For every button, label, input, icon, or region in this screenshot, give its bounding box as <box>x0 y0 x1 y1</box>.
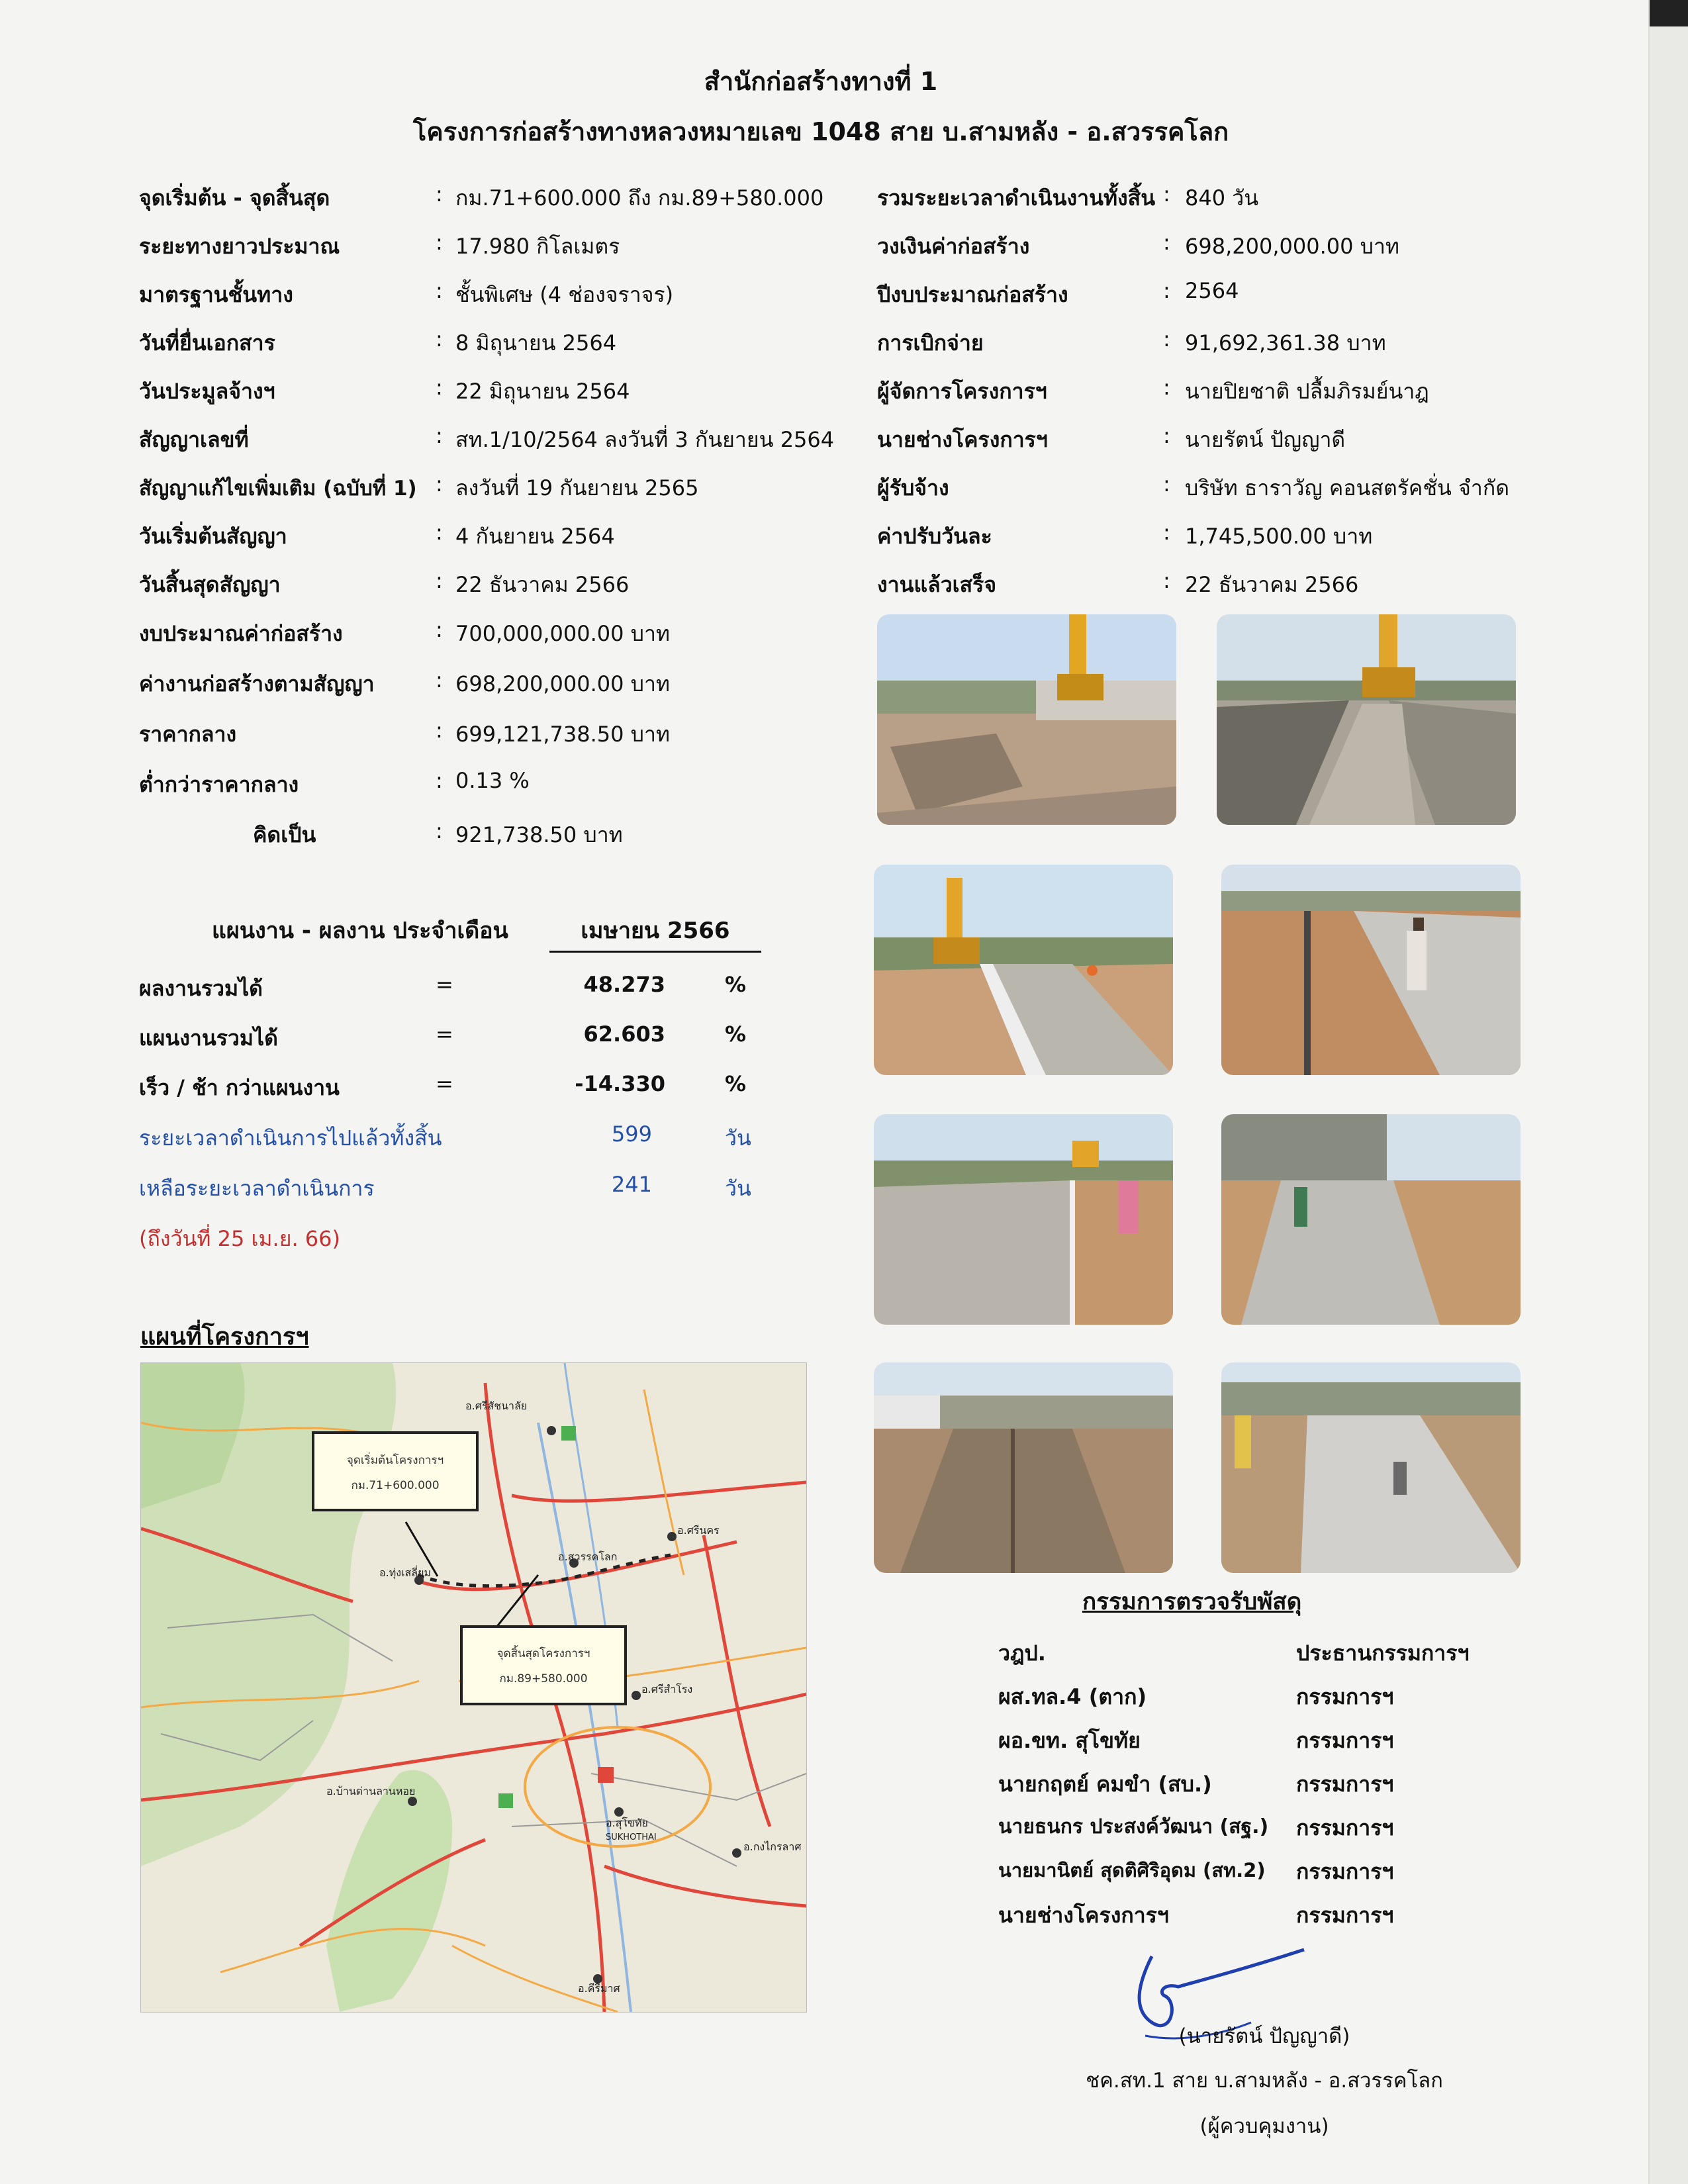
colon: : <box>1163 423 1170 448</box>
scan-corner <box>1650 0 1688 26</box>
construction-photo <box>877 614 1176 825</box>
place-label: อ.ทุ่งเสลี่ยม <box>379 1566 432 1579</box>
remaining-unit: วัน <box>725 1176 751 1201</box>
place-label: อ.ศรีนคร <box>677 1524 720 1537</box>
info-value: 4 กันยายน 2564 <box>455 524 615 549</box>
progress-label: ผลงานรวมได้ <box>139 976 263 1001</box>
info-value: 0.13 % <box>455 768 530 793</box>
info-label: วงเงินค่าก่อสร้าง <box>877 234 1030 259</box>
signer-position: ชค.สท.1 สาย บ.สามหลัง - อ.สวรรคโลก <box>1086 2069 1443 2093</box>
end-point-label: จุดสิ้นสุดโครงการฯ <box>496 1647 590 1660</box>
member-role: กรรมการฯ <box>1296 1855 1393 1889</box>
info-value: ลงวันที่ 19 กันยายน 2565 <box>455 475 699 500</box>
equals: = <box>436 972 453 997</box>
member-role: กรรมการฯ <box>1296 1684 1394 1709</box>
progress-value: -14.330 <box>575 1071 665 1096</box>
info-value: นายปิยชาติ ปลื้มภิรมย์นาฎ <box>1185 379 1429 404</box>
construction-photo <box>874 1362 1173 1573</box>
remaining-label: เหลือระยะเวลาดำเนินการ <box>139 1176 375 1201</box>
colon: : <box>1163 230 1170 255</box>
equals: = <box>436 1071 453 1096</box>
colon: : <box>436 278 443 303</box>
start-point-km: กม.71+600.000 <box>351 1479 440 1492</box>
colon: : <box>436 471 443 497</box>
progress-label: แผนงานรวมได้ <box>139 1025 278 1051</box>
info-label: ปีงบประมาณก่อสร้าง <box>877 282 1068 307</box>
info-value: 17.980 กิโลเมตร <box>455 234 620 259</box>
elapsed-value: 599 <box>611 1121 652 1147</box>
signer-role: (ผู้ควบคุมงาน) <box>1199 2114 1329 2138</box>
member-name: นายธนกร ประสงค์วัฒนา (สฐ.) <box>998 1815 1269 1838</box>
progress-label: เร็ว / ช้า กว่าแผนงาน <box>139 1075 340 1100</box>
info-value: 698,200,000.00 บาท <box>455 671 671 696</box>
start-point-label: จุดเริ่มต้นโครงการฯ <box>346 1454 444 1467</box>
info-value: นายรัตน์ ปัญญาดี <box>1185 427 1346 452</box>
place-label: อ.กงไกรลาศ <box>743 1840 802 1853</box>
start-point-box <box>313 1433 477 1510</box>
colon: : <box>1163 375 1170 400</box>
place-label: อ.คีรีมาศ <box>578 1982 620 1995</box>
progress-value: 48.273 <box>583 972 665 997</box>
info-value: 699,121,738.50 บาท <box>455 722 671 747</box>
info-label: วันที่ยื่นเอกสาร <box>139 330 275 356</box>
info-label: ราคากลาง <box>139 722 237 747</box>
info-value: กม.71+600.000 ถึง กม.89+580.000 <box>455 185 824 211</box>
construction-photo <box>1221 1362 1521 1573</box>
elapsed-label: ระยะเวลาดำเนินการไปแล้วทั้งสิ้น <box>139 1125 442 1151</box>
office-title: สำนักก่อสร้างทางที่ 1 <box>704 67 938 96</box>
progress-title: แผนงาน - ผลงาน ประจำเดือน <box>212 918 508 944</box>
info-label: จุดเริ่มต้น - จุดสิ้นสุด <box>139 185 330 211</box>
map-graphic <box>141 1363 806 2012</box>
place-label: อ.สุโขทัย <box>606 1817 648 1829</box>
member-name: ผส.ทล.4 (ตาก) <box>998 1684 1147 1709</box>
info-label: วันสิ้นสุดสัญญา <box>139 572 281 597</box>
member-name: นายมานิตย์ สุดติศิริอุดม (สท.2) <box>998 1859 1266 1881</box>
info-value: 700,000,000.00 บาท <box>455 621 671 646</box>
signer-name: (นายรัตน์ ปัญญาดี) <box>1178 2024 1350 2048</box>
info-label: สัญญาเลขที่ <box>139 427 249 452</box>
info-label: วันเริ่มต้นสัญญา <box>139 524 287 549</box>
progress-unit: % <box>725 1021 747 1047</box>
info-value: 22 ธันวาคม 2566 <box>455 572 630 597</box>
progress-month: เมษายน 2566 <box>549 912 761 953</box>
info-value: 2564 <box>1185 278 1239 303</box>
colon: : <box>436 568 443 593</box>
info-value: ชั้นพิเศษ (4 ช่องจราจร) <box>455 282 674 307</box>
info-label: สัญญาแก้ไขเพิ่มเติม (ฉบับที่ 1) <box>139 477 417 500</box>
colon: : <box>436 423 443 448</box>
construction-photo <box>874 1114 1173 1325</box>
construction-photo <box>1221 1114 1521 1325</box>
info-value: 698,200,000.00 บาท <box>1185 234 1400 259</box>
progress-value: 62.603 <box>583 1021 665 1047</box>
colon: : <box>1163 568 1170 593</box>
info-label: งานแล้วเสร็จ <box>877 572 997 597</box>
colon: : <box>436 326 443 352</box>
member-role: ประธานกรรมการฯ <box>1296 1640 1470 1666</box>
map-title: แผนที่โครงการฯ <box>140 1323 309 1351</box>
info-label: วันประมูลจ้างฯ <box>139 379 275 404</box>
elapsed-unit: วัน <box>725 1125 751 1151</box>
info-label: ผู้จัดการโครงการฯ <box>877 379 1047 404</box>
colon: : <box>436 520 443 545</box>
project-title: โครงการก่อสร้างทางหลวงหมายเลข 1048 สาย บ.สามหลัง - อ.สวรรคโลก <box>412 117 1229 146</box>
info-value: 8 มิถุนายน 2564 <box>455 330 617 356</box>
place-label: อ.ศรีสัชนาลัย <box>465 1400 528 1412</box>
info-label: งบประมาณค่าก่อสร้าง <box>139 621 343 646</box>
info-label: คิดเป็น <box>253 822 316 847</box>
colon: : <box>1163 471 1170 497</box>
member-role: กรรมการฯ <box>1296 1772 1394 1797</box>
place-label: อ.สวรรคโลก <box>558 1550 618 1563</box>
info-value: 22 มิถุนายน 2564 <box>455 379 630 404</box>
info-value: 840 วัน <box>1185 185 1259 211</box>
info-label: นายช่างโครงการฯ <box>877 427 1048 452</box>
member-name: นายช่างโครงการฯ <box>998 1903 1169 1928</box>
colon: : <box>436 768 443 793</box>
info-label: ค่างานก่อสร้างตามสัญญา <box>139 671 375 696</box>
info-label: รวมระยะเวลาดำเนินงานทั้งสิ้น <box>877 185 1156 211</box>
construction-photo <box>1221 865 1521 1075</box>
map-symbol <box>561 1426 576 1441</box>
info-label: มาตรฐานชั้นทาง <box>139 282 293 307</box>
info-value: 1,745,500.00 บาท <box>1185 524 1373 549</box>
member-role: กรรมการฯ <box>1296 1903 1394 1928</box>
construction-photo <box>874 865 1173 1075</box>
member-role: กรรมการฯ <box>1296 1728 1394 1753</box>
colon: : <box>1163 520 1170 545</box>
place-label: SUKHOTHAI <box>606 1832 657 1842</box>
colon: : <box>436 181 443 207</box>
remaining-value: 241 <box>611 1172 652 1197</box>
colon: : <box>1163 278 1170 303</box>
page-edge <box>1648 0 1688 2184</box>
place-label: อ.บ้านด่านลานหอย <box>326 1785 416 1797</box>
place-label: อ.ศรีสำโรง <box>641 1683 693 1695</box>
progress-unit: % <box>725 1071 747 1096</box>
equals: = <box>436 1021 453 1047</box>
map-symbol <box>598 1767 614 1783</box>
colon: : <box>1163 326 1170 352</box>
progress-unit: % <box>725 972 747 997</box>
info-value: 921,738.50 บาท <box>455 822 623 847</box>
info-label: ต่ำกว่าราคากลาง <box>139 772 299 797</box>
member-role: กรรมการฯ <box>1296 1815 1394 1840</box>
colon: : <box>436 818 443 843</box>
info-label: ผู้รับจ้าง <box>877 475 949 500</box>
info-label: ค่าปรับวันละ <box>877 524 992 549</box>
colon: : <box>436 718 443 743</box>
member-name: วฎป. <box>998 1640 1046 1666</box>
map-symbol <box>498 1793 513 1808</box>
construction-photo <box>1217 614 1516 825</box>
info-value: 22 ธันวาคม 2566 <box>1185 572 1359 597</box>
colon: : <box>1163 181 1170 207</box>
info-value: สท.1/10/2564 ลงวันที่ 3 กันยายน 2564 <box>455 427 835 452</box>
info-label: ระยะทางยาวประมาณ <box>139 234 340 259</box>
colon: : <box>436 667 443 692</box>
as-of-date: (ถึงวันที่ 25 เม.ย. 66) <box>139 1226 340 1251</box>
end-point-km: กม.89+580.000 <box>499 1672 588 1685</box>
project-map <box>140 1362 807 2013</box>
colon: : <box>436 617 443 642</box>
member-name: นายกฤตย์ คมขำ (สบ.) <box>998 1772 1212 1797</box>
info-value: บริษัท ธาราวัญ คอนสตรัคชั่น จำกัด <box>1185 475 1509 500</box>
info-value: 91,692,361.38 บาท <box>1185 330 1386 356</box>
member-name: ผอ.ขท. สุโขทัย <box>998 1728 1141 1753</box>
colon: : <box>436 375 443 400</box>
end-point-box <box>461 1627 626 1704</box>
committee-title: กรรมการตรวจรับพัสดุ <box>1082 1589 1302 1615</box>
colon: : <box>436 230 443 255</box>
info-label: การเบิกจ่าย <box>877 330 984 356</box>
